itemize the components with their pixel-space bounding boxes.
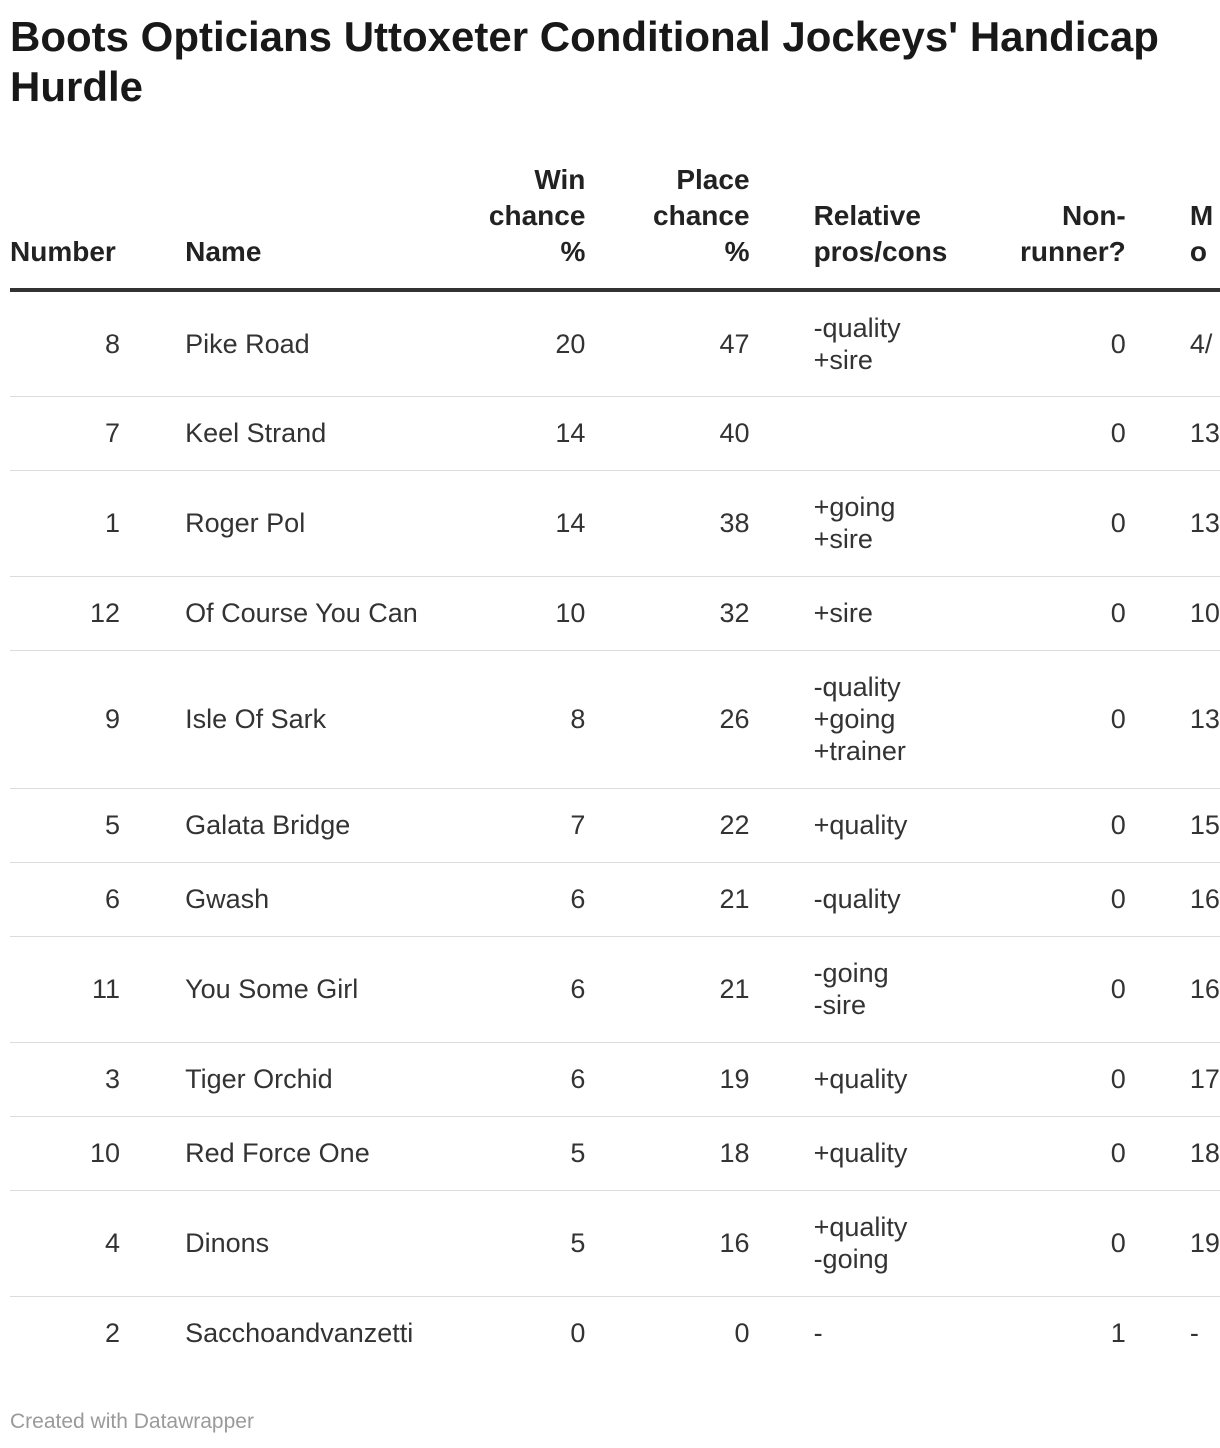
cell-number: 9	[10, 650, 120, 788]
cell-pros-cons	[814, 470, 994, 576]
table-row	[10, 1042, 1220, 1116]
cell-odds: 13	[1190, 470, 1220, 576]
table-row	[10, 576, 1220, 650]
table-row	[10, 650, 1220, 788]
table-row	[10, 788, 1220, 862]
cell-number: 8	[10, 290, 120, 396]
cell-win-chance: 14	[485, 470, 585, 576]
cell-odds: 15	[1190, 788, 1220, 862]
pros-cons-item: -going	[813, 958, 889, 988]
pros-cons-item: -quality	[813, 884, 901, 914]
cell-odds: 18	[1190, 1116, 1220, 1190]
cell-number: 12	[10, 576, 120, 650]
cell-name: Roger Pol	[185, 470, 485, 576]
pros-cons-item: +sire	[813, 344, 873, 375]
cell-place-chance: 32	[649, 576, 749, 650]
cell-pros-cons	[814, 290, 994, 396]
cell-win-chance: 5	[485, 1190, 585, 1296]
cell-odds: 16	[1190, 862, 1220, 936]
cell-place-chance: 38	[649, 470, 749, 576]
pros-cons-item: +trainer	[813, 736, 906, 766]
cell-pros-cons	[814, 936, 994, 1042]
pros-cons-item: +going	[813, 704, 896, 734]
footer-credit: Created with Datawrapper	[10, 1410, 254, 1433]
table-row	[10, 470, 1220, 576]
cell-place-chance: 19	[649, 1042, 749, 1116]
cell-place-chance: 26	[649, 650, 749, 788]
pros-cons-item: -going	[813, 1244, 889, 1274]
table-row	[10, 290, 1220, 396]
cell-odds: 16	[1190, 936, 1220, 1042]
cell-odds: 13	[1190, 396, 1220, 470]
cell-name: Tiger Orchid	[185, 1042, 485, 1116]
table-body	[10, 290, 1220, 1370]
cell-win-chance: 20	[485, 290, 585, 396]
header-row	[10, 162, 1220, 290]
pros-cons-item: +quality	[813, 1138, 908, 1168]
header-pros-cons: Relative pros/cons	[814, 162, 994, 290]
cell-win-chance: 6	[485, 862, 585, 936]
cell-place-chance: 0	[734, 1318, 750, 1349]
cell-place-chance: 22	[649, 788, 749, 862]
cell-name: Dinons	[185, 1190, 485, 1296]
table-row	[10, 1116, 1220, 1190]
cell-place-chance: 16	[649, 1190, 749, 1296]
cell-name: Of Course You Can	[185, 576, 485, 650]
cell-non-runner: 0	[1014, 788, 1126, 862]
table-row	[10, 936, 1220, 1042]
cell-pros-cons	[814, 1190, 994, 1296]
cell-win-chance: 7	[485, 788, 585, 862]
cell-place-chance: 21	[649, 862, 749, 936]
cell-name: Keel Strand	[185, 396, 485, 470]
pros-cons-item: -sire	[813, 990, 867, 1020]
cell-name: Sacchoandvanzetti	[185, 1318, 414, 1349]
cell-win-chance: 0	[570, 1318, 586, 1349]
cell-non-runner: 0	[1014, 470, 1126, 576]
cell-number: 10	[10, 1116, 120, 1190]
cell-number: 4	[10, 1190, 120, 1296]
cell-win-chance: 8	[485, 650, 585, 788]
pros-cons-item: +sire	[813, 598, 873, 628]
cell-pros-cons	[814, 1042, 994, 1116]
cell-win-chance: 5	[485, 1116, 585, 1190]
pros-cons-item: +quality	[813, 810, 908, 840]
cell-odds: 13	[1190, 650, 1220, 788]
cell-name: Red Force One	[185, 1116, 485, 1190]
cell-place-chance: 40	[649, 396, 749, 470]
cell-non-runner: 0	[1014, 290, 1126, 396]
cell-non-runner: 0	[1014, 936, 1126, 1042]
cell-non-runner: 1	[1110, 1318, 1126, 1349]
cell-name: You Some Girl	[185, 936, 485, 1042]
pros-cons-item: +quality	[813, 1064, 908, 1094]
cell-number: 5	[10, 788, 120, 862]
header-non-runner: Non- runner?	[1014, 162, 1126, 290]
cell-pros-cons	[814, 862, 994, 936]
pros-cons-item: -	[813, 1318, 823, 1349]
cell-name: Pike Road	[185, 290, 485, 396]
cell-pros-cons	[814, 650, 994, 788]
cell-pros-cons	[814, 576, 994, 650]
cell-win-chance: 6	[485, 1042, 585, 1116]
header-name: Name	[185, 162, 485, 290]
pros-cons-item: +sire	[813, 524, 873, 554]
cell-place-chance: 47	[649, 290, 749, 396]
header-number: Number	[10, 162, 120, 290]
table-row	[10, 862, 1220, 936]
cell-win-chance: 6	[485, 936, 585, 1042]
pros-cons-item: +quality	[813, 1212, 908, 1242]
cell-name: Isle Of Sark	[185, 650, 485, 788]
results-table	[10, 162, 1220, 1370]
cell-pros-cons	[814, 1296, 994, 1370]
cell-number: 11	[10, 936, 120, 1042]
cell-non-runner: 0	[1014, 1190, 1126, 1296]
cell-number: 6	[10, 862, 120, 936]
cell-name: Galata Bridge	[185, 788, 485, 862]
cell-odds: 19	[1190, 1190, 1220, 1296]
cell-odds: 10	[1190, 576, 1220, 650]
table-row	[10, 1190, 1220, 1296]
cell-odds: 17	[1190, 1042, 1220, 1116]
header-odds: M o	[1190, 162, 1220, 290]
cell-win-chance: 14	[485, 396, 585, 470]
header-win-chance: Win chance %	[485, 162, 585, 290]
cell-number: 2	[105, 1318, 121, 1349]
cell-pros-cons	[814, 788, 994, 862]
cell-pros-cons	[814, 1116, 994, 1190]
cell-non-runner: 0	[1014, 862, 1126, 936]
chart-title: Boots Opticians Uttoxeter Conditional Jockeys' Handicap Hurdle	[10, 13, 1159, 110]
cell-place-chance: 18	[649, 1116, 749, 1190]
cell-non-runner: 0	[1014, 396, 1126, 470]
cell-non-runner: 0	[1014, 576, 1126, 650]
table-row	[10, 1296, 1220, 1370]
pros-cons-item: +going	[813, 492, 896, 522]
pros-cons-item: -quality	[813, 312, 901, 343]
cell-win-chance: 10	[485, 576, 585, 650]
cell-non-runner: 0	[1014, 650, 1126, 788]
cell-number: 7	[10, 396, 120, 470]
table-row	[10, 396, 1220, 470]
cell-number: 1	[10, 470, 120, 576]
cell-pros-cons	[814, 396, 994, 470]
cell-name: Gwash	[185, 862, 485, 936]
header-place-chance: Place chance %	[649, 162, 749, 290]
cell-non-runner: 0	[1014, 1116, 1126, 1190]
cell-odds: 4/	[1190, 290, 1220, 396]
results-table-container	[10, 162, 1220, 1370]
cell-place-chance: 21	[649, 936, 749, 1042]
cell-odds: -	[1189, 1318, 1199, 1349]
cell-number: 3	[10, 1042, 120, 1116]
cell-non-runner: 0	[1014, 1042, 1126, 1116]
pros-cons-item: -quality	[813, 672, 901, 702]
